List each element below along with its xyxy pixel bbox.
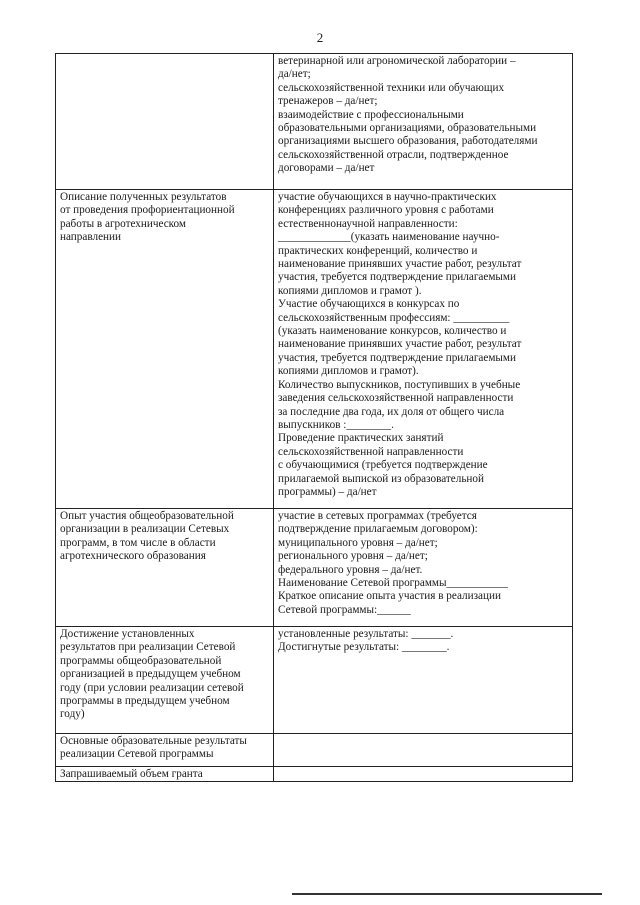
response-cell	[274, 627, 573, 734]
text-line: Достижение установленных	[60, 628, 195, 640]
text-line: взаимодействие с профессиональными	[278, 108, 464, 121]
text-line: наименование принявших участие работ, результат	[278, 258, 522, 271]
application-form-table	[55, 53, 573, 782]
response-cell	[274, 509, 573, 627]
criterion-cell	[56, 734, 274, 767]
text-line: Сетевой программы:______	[278, 603, 411, 616]
text-line: подтверждение прилагаемым договором):	[278, 523, 478, 536]
text-line: федерального уровня – да/нет.	[278, 563, 423, 576]
criterion-cell	[56, 767, 274, 782]
text-line: Достигнутые результаты: ________.	[278, 641, 450, 654]
text-line: сельскохозяйственной отрасли, подтвержденное	[278, 148, 509, 161]
text-line: (указать наименование конкурсов, количество и	[278, 325, 507, 338]
criterion-cell	[56, 54, 274, 190]
text-line: Проведение практических занятий	[278, 432, 444, 445]
career-guidance-results-row	[56, 190, 573, 509]
text-line: Описание полученных результатов	[60, 191, 227, 203]
educational-outcomes-row	[56, 734, 573, 767]
text-line: Основные образовательные результаты	[60, 735, 247, 747]
text-line: Участие обучающихся в конкурсах по	[278, 298, 460, 311]
text-line: участие в сетевых программах (требуется	[278, 510, 477, 522]
text-line: программы) – да/нет	[278, 485, 377, 498]
lab-equipment-row	[56, 54, 573, 190]
text-line: прилагаемой выпиской из образовательной	[278, 472, 484, 485]
response-cell	[274, 54, 573, 190]
form-table-body	[56, 54, 573, 782]
text-line: Краткое описание опыта участия в реализации	[278, 590, 501, 603]
text-line: работы в агротехническом	[60, 217, 187, 230]
text-line: участие обучающихся в научно-практических	[278, 191, 497, 203]
text-line: реализации Сетевой программы	[60, 748, 214, 761]
text-line: агротехнического образования	[60, 550, 206, 563]
text-line: участия, требуется подтверждение прилагаемыми	[278, 351, 517, 364]
grant-amount-row	[56, 767, 573, 782]
text-line: образовательными организациями, образовательными	[278, 122, 537, 135]
text-line: ветеринарной или агрономической лаборатории –	[278, 55, 516, 67]
criterion-cell	[56, 190, 274, 509]
text-line: конференциях различного уровня с работами	[278, 204, 494, 217]
text-line: году)	[60, 708, 85, 721]
text-line: сельскохозяйственной техники или обучающих	[278, 81, 505, 94]
text-line: участия, требуется подтверждение прилагаемыми	[278, 271, 517, 284]
text-line: организациями высшего образования, работодателями	[278, 135, 538, 148]
response-cell	[274, 190, 573, 509]
response-cell	[274, 734, 573, 767]
text-line: программ, в том числе в области	[60, 536, 216, 549]
text-line: Наименование Сетевой программы___________	[278, 577, 509, 590]
text-line: заведения сельскохозяйственной направленности	[278, 392, 514, 405]
text-line: году (при условии реализации сетевой	[60, 681, 244, 694]
text-line: выпускников :________.	[278, 418, 394, 431]
text-line: договорами – да/нет	[278, 162, 375, 175]
text-line: копиями дипломов и грамот).	[278, 365, 419, 378]
criterion-cell	[56, 627, 274, 734]
text-line: _____________(указать наименование научно-	[278, 231, 500, 244]
text-line: сельскохозяйственной направленности	[278, 445, 464, 458]
text-line: результатов при реализации Сетевой	[60, 641, 236, 654]
text-line: программы общеобразовательной	[60, 654, 222, 667]
response-cell	[274, 767, 573, 782]
text-line: сельскохозяйственным профессиям: __________	[278, 311, 510, 324]
text-line: Запрашиваемый объем гранта	[60, 768, 203, 780]
text-line: от проведения профориентационной	[60, 204, 235, 217]
bottom-rule	[292, 893, 602, 895]
text-line: тренажеров – да/нет;	[278, 95, 378, 108]
text-line: с обучающимися (требуется подтверждение	[278, 459, 488, 472]
text-line: копиями дипломов и грамот ).	[278, 284, 422, 297]
text-line: наименование принявших участие работ, результат	[278, 338, 522, 351]
text-line: муниципального уровня – да/нет;	[278, 536, 438, 549]
page-number: 2	[316, 30, 324, 45]
text-line: да/нет;	[278, 68, 311, 81]
previous-year-results-row	[56, 627, 573, 734]
criterion-cell	[56, 509, 274, 627]
network-programs-experience-row	[56, 509, 573, 627]
text-line: Количество выпускников, поступивших в учебные	[278, 378, 521, 391]
text-line: регионального уровня – да/нет;	[278, 550, 428, 563]
text-line: практических конференций, количество и	[278, 244, 478, 257]
text-line: организации в реализации Сетевых	[60, 523, 230, 536]
text-line: естественнонаучной направленности:	[278, 217, 458, 230]
text-line: организацией в предыдущем учебном	[60, 668, 241, 681]
text-line: направлении	[60, 231, 121, 244]
text-line: за последние два года, их доля от общего числа	[278, 405, 505, 418]
text-line: установленные результаты: _______.	[278, 628, 454, 640]
text-line: программы в предыдущем учебном	[60, 695, 230, 708]
text-line: Опыт участия общеобразовательной	[60, 510, 234, 522]
